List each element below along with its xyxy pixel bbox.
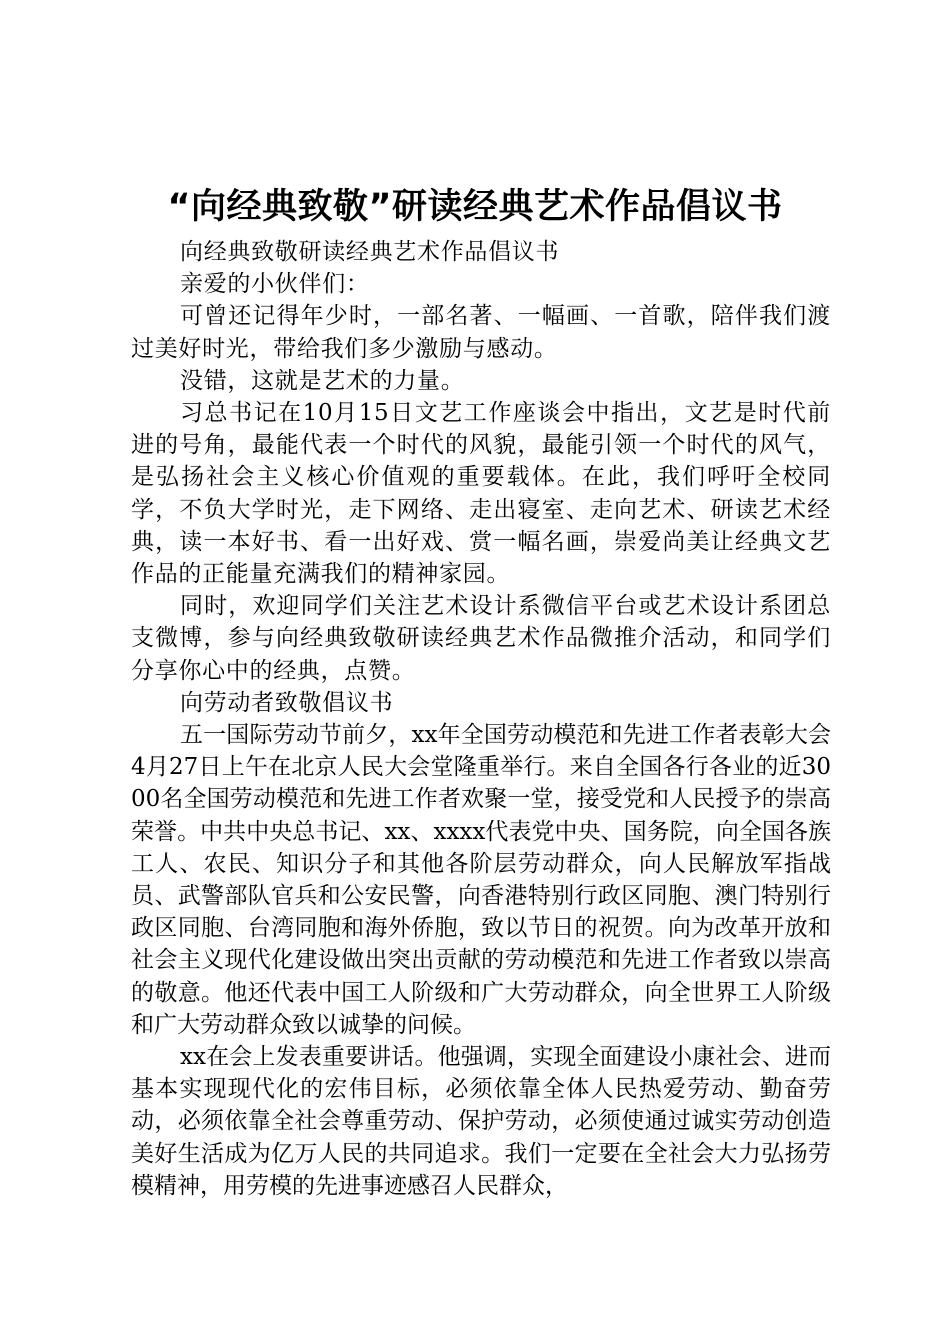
- paragraph-speech: xx在会上发表重要讲话。他强调，实现全面建设小康社会、进而基本实现现代化的宏伟目标，必须依靠全体人民热爱劳动、勤奋劳动，必须依靠全社会尊重劳动、保护劳动，必须使通过诚实劳动创造美好生活成为亿万人民的共同追求。我们一定要在全社会大力弘扬劳模精神，用劳模的先进事迹感召人民群众，: [131, 1044, 831, 1199]
- paragraph-power-of-art: 没错，这就是艺术的力量。: [180, 367, 465, 394]
- paragraph-labor-conference: 五一国际劳动节前夕，xx年全国劳动模范和先进工作者表彰大会4月27日上午在北京人民大会堂隆重举行。来自全国各行各业的近3000名全国劳动模范和先进工作者欢聚一堂，接受党和人民授予的崇高荣誉。中共中央总书记、xx、xxxx代表党中央、国务院，向全国各族工人、农民、知识分子和其他各阶层劳动群众，向人民解放军指战员、武警部队官兵和公安民警，向香港特别行政区同胞、澳门特别行政区同胞、台湾同胞和海外侨胞，致以节日的祝贺。向为改革开放和社会主义现代化建设做出突出贡献的劳动模范和先进工作者致以崇高的敬意。他还代表中国工人阶级和广大劳动群众，向全世界工人阶级和广大劳动群众致以诚挚的问候。: [131, 722, 831, 1038]
- paragraph-wechat-weibo: 同时，欢迎同学们关注艺术设计系微信平台或艺术设计系团总支微博，参与向经典致敬研读经典艺术作品微推介活动，和同学们分享你心中的经典，点赞。: [131, 593, 831, 684]
- paragraph-salutation: 亲爱的小伙伴们：: [180, 271, 370, 298]
- document-title: “向经典致敬”研读经典艺术作品倡议书: [167, 187, 783, 227]
- paragraph-subtitle: 向经典致敬研读经典艺术作品倡议书: [180, 239, 560, 265]
- paragraph-memories: 可曾还记得年少时，一部名著、一幅画、一首歌，陪伴我们渡过美好时光，带给我们多少激励与感动。: [131, 303, 831, 362]
- document-body: [131, 236, 831, 1202]
- paragraph-call-to-action: 习总书记在10月15日文艺工作座谈会中指出，文艺是时代前进的号角，最能代表一个时代的风貌，最能引领一个时代的风气，是弘扬社会主义核心价值观的重要载体。在此，我们呼吁全校同学，不负大学时光，走下网络、走出寝室、走向艺术、研读艺术经典，读一本好书、看一出好戏、赏一幅名画，崇爱尚美让经典文艺作品的正能量充满我们的精神家园。: [131, 400, 831, 588]
- paragraph-labor-heading: 向劳动者致敬倡议书: [180, 689, 394, 716]
